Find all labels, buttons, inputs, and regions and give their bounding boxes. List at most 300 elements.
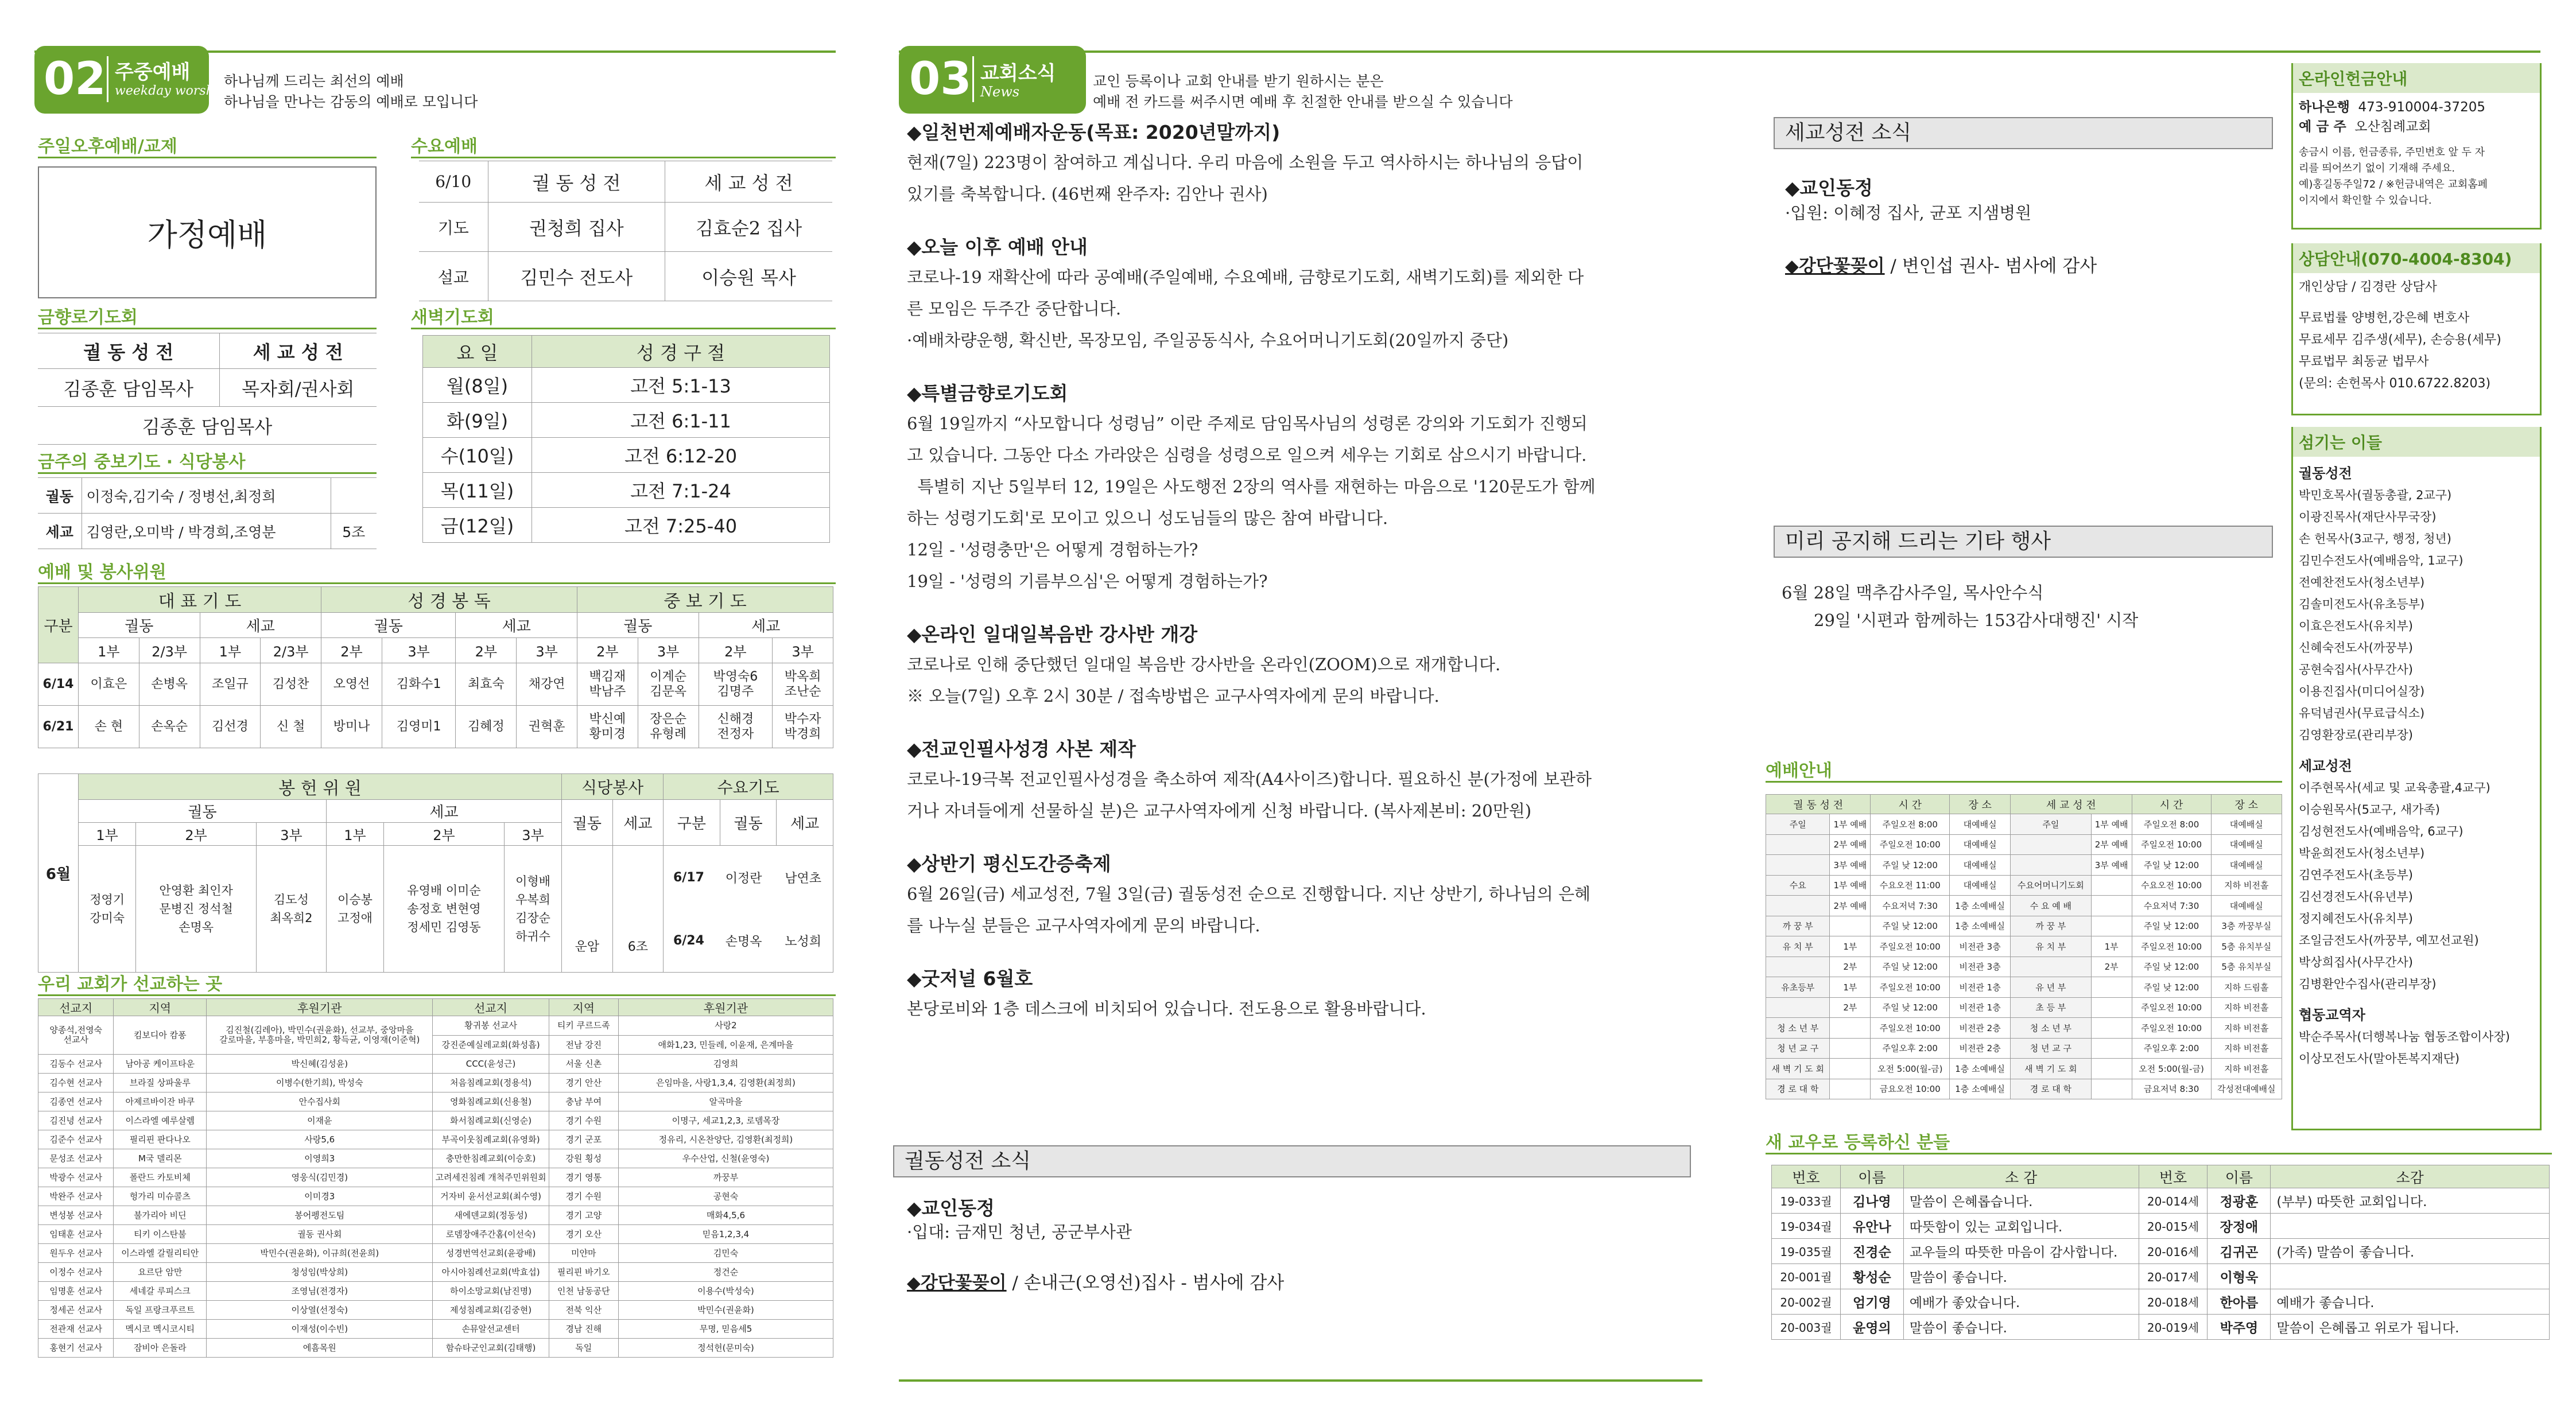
service-subgroup: 세교 — [699, 613, 833, 638]
mission-cell: 청성임(박상희) — [207, 1263, 433, 1282]
dawn-day: 화(9일) — [423, 403, 532, 438]
service-part: 3부 — [773, 638, 833, 663]
mission-cell: 화서침례교회(신영순) — [433, 1111, 549, 1130]
mission-header: 후원기관 — [618, 999, 833, 1016]
new-members-cell: 20-001궐 — [1772, 1264, 1841, 1289]
service-name: 신 철 — [261, 706, 321, 748]
worship-info-cell: 수요어머니기도회 — [2010, 875, 2091, 896]
service-part: 2부 — [577, 638, 638, 663]
service-group: 대 표 기 도 — [79, 587, 321, 613]
wp-sub: 세교 — [777, 800, 833, 846]
new-members-cell: (가족) 말씀이 좋습니다. — [2271, 1239, 2550, 1264]
mission-cell: 정건순 — [618, 1263, 833, 1282]
mission-cell: 정유리, 시온찬양단, 김영환(최정희) — [618, 1130, 833, 1149]
offering-names: 유영배 이미순 송정호 변현영 정세민 김영동 — [384, 846, 505, 973]
servants-group-title: 세교성전 — [2299, 758, 2352, 774]
worship-info-cell: 대예배실 — [2211, 896, 2282, 916]
mission-cell: 안수집사회 — [207, 1092, 433, 1111]
worship-info-cell: 주일 낮 12:00 — [2132, 855, 2211, 876]
mission-cell: 서울 신촌 — [549, 1055, 618, 1074]
service-subgroup: 세교 — [456, 613, 577, 638]
online-account: 473-910004-37205 — [2358, 100, 2485, 115]
mission-cell: 티키 이스탄불 — [114, 1225, 207, 1244]
mission-cell: 제성침례교회(김중현) — [433, 1301, 549, 1320]
mission-cell: 남아공 케이프타운 — [114, 1055, 207, 1074]
worship-info-cell — [1830, 916, 1871, 936]
wed-cell: 기도 — [419, 203, 488, 252]
mission-header: 후원기관 — [207, 999, 433, 1016]
mission-cell: 이미경3 — [207, 1187, 433, 1206]
worship-info-cell: 금요저녁 8:30 — [2132, 1079, 2211, 1099]
gwoldong-item-1-body: ·입대: 금재민 청년, 공군부사관 — [907, 1222, 1132, 1242]
new-members-header: 이름 — [1840, 1165, 1903, 1188]
mission-cell: 영웅식(김민경) — [207, 1168, 433, 1187]
mission-cell: 우수산업, 신철(윤영숙) — [618, 1149, 833, 1168]
new-members-cell: 말씀이 좋습니다. — [1903, 1315, 2139, 1340]
worship-info-cell: 지하 비전홀 — [2211, 997, 2282, 1018]
mission-cell: 영화침례교회(신용철) — [433, 1092, 549, 1111]
servant-item: 신혜숙전도사(까꿍부) — [2299, 641, 2413, 655]
segyo-item-2 — [1785, 251, 2097, 277]
news-heading: ◆일천번제예배자운동(목표: 2020년말까지) — [907, 121, 1281, 143]
dawn-table — [422, 335, 830, 543]
offering-part: 3부 — [504, 823, 561, 846]
worship-info-cell: 5층 유치부실 — [2211, 957, 2282, 977]
service-part: 1부 — [200, 638, 261, 663]
service-part: 3부 — [382, 638, 456, 663]
gwoldong-item-2-body: / 손내근(오영선)집사 - 범사에 감사 — [1006, 1273, 1285, 1293]
worship-info-cell: 주일오전 8:00 — [2132, 814, 2211, 835]
servant-item: 박윤희전도사(청소년부) — [2299, 846, 2425, 860]
offering-part: 2부 — [136, 823, 257, 846]
worship-info-cell: 새 벽 기 도 회 — [2010, 1059, 2091, 1079]
service-name: 김성찬 — [261, 663, 321, 706]
mission-cell: 이재성(이수빈) — [207, 1320, 433, 1339]
mission-cell: 전북 익산 — [549, 1301, 618, 1320]
service-section-title: 예배 및 봉사위원 — [38, 561, 836, 584]
worship-info-cell: 비전관 3층 — [1950, 957, 2011, 977]
servant-item: 김연주전도사(초등부) — [2299, 868, 2413, 882]
worship-info-cell: 각성전대예배실 — [2211, 1079, 2282, 1099]
new-members-cell: 말씀이 은혜롭습니다. — [1903, 1188, 2139, 1214]
worship-info-cell: 1층 소예배실 — [1950, 1059, 2011, 1079]
segyo-item-2-body: / 변인섭 권사- 범사에 감사 — [1884, 256, 2097, 277]
worship-info-cell: 비전관 1층 — [1950, 997, 2011, 1018]
events-title: 미리 공지해 드리는 기타 행사 — [1774, 526, 2273, 558]
events-line-1: 6월 28일 맥추감사주일, 목사안수식 — [1782, 583, 2044, 602]
mission-cell: 함슈타군인교회(김태행) — [433, 1339, 549, 1358]
service-name: 김화수1 — [382, 663, 456, 706]
worship-info-cell: 경 로 대 학 — [2010, 1079, 2091, 1099]
wed-cell: 이승원 목사 — [665, 252, 832, 301]
worship-info-cell: 주일 낮 12:00 — [1871, 916, 1950, 936]
mission-cell: 전관재 선교사 — [38, 1320, 114, 1339]
worship-info-cell: 대예배실 — [1950, 834, 2011, 855]
counsel-line: 무료세무 김주생(세무), 손승용(세무) — [2299, 333, 2501, 347]
worship-info-cell: 주일 — [2010, 814, 2091, 835]
mission-cell: 이용수(박성숙) — [618, 1282, 833, 1301]
worship-info-cell: 청 소 년 부 — [1766, 1018, 1830, 1039]
worship-info-cell: 5층 유치부실 — [2211, 936, 2282, 957]
dawn-verse: 고전 7:1-24 — [532, 473, 830, 508]
offering-names: 김도성 최옥희2 — [256, 846, 326, 973]
worship-info-cell — [2091, 1038, 2132, 1059]
worship-info-header: 시 간 — [2132, 795, 2211, 814]
worship-info-cell: 주일 — [1766, 814, 1830, 835]
worship-info-cell: 주일 낮 12:00 — [2132, 977, 2211, 998]
mission-cell: 요르단 암만 — [114, 1263, 207, 1282]
mission-cell: 잠비아 은돌라 — [114, 1339, 207, 1358]
intercession-table — [38, 477, 377, 549]
dawn-header: 요 일 — [423, 336, 532, 368]
worship-info-cell: 주일오전 10:00 — [2132, 834, 2211, 855]
wedprayer-value: 노성희 — [785, 934, 822, 949]
worship-info-cell: 수요오전 11:00 — [1871, 875, 1950, 896]
servant-item: 이상모전도사(말아톤복지재단) — [2299, 1052, 2460, 1066]
dawn-verse: 고전 7:25-40 — [532, 508, 830, 543]
worship-info-cell: 금요오전 10:00 — [1871, 1079, 1950, 1099]
new-members-cell: 한아름 — [2208, 1289, 2271, 1315]
mission-cell: 불가리아 비딘 — [114, 1206, 207, 1225]
friday-cell: 목자회/권사회 — [219, 369, 377, 407]
service-name: 장은순 유형례 — [638, 706, 699, 748]
mission-cell: 새에덴교회(정동성) — [433, 1206, 549, 1225]
new-members-cell: 20-014세 — [2139, 1188, 2208, 1214]
service-name: 방미나 — [321, 706, 382, 748]
service-name: 박수자 박경희 — [773, 706, 833, 748]
mission-cell: 강원 횡성 — [549, 1149, 618, 1168]
news-line: 코로나-19극복 전교인필사성경을 축소하여 제작(A4사이즈)합니다. 필요하신 분(가정에 보관하 — [907, 769, 1592, 789]
worship-info-cell: 2부 예배 — [1830, 834, 1871, 855]
new-members-cell: 박주영 — [2208, 1315, 2271, 1340]
new-members-cell: 진경순 — [1840, 1239, 1903, 1264]
servant-item: 김영환장로(관리부장) — [2299, 728, 2413, 742]
mission-cell: 거자비 윤서선교회(최수영) — [433, 1187, 549, 1206]
dining-cell: 운암 — [562, 846, 612, 973]
worship-info-cell: 1부 예배 — [2091, 814, 2132, 835]
worship-info-cell: 1부 — [1830, 936, 1871, 957]
servants-group-title: 궐동성전 — [2299, 465, 2352, 481]
worship-info-cell — [1830, 1059, 1871, 1079]
worship-info-cell: 주일 낮 12:00 — [1871, 855, 1950, 876]
news-line: 19일 - '성령의 기름부으심'은 어떻게 경험하는가? — [907, 571, 1268, 591]
worship-info-cell: 3부 예배 — [1830, 855, 1871, 876]
news-line: 코로나-19 재확산에 따라 공예배(주일예배, 수요예배, 금향로기도회, 새벽기도회)를 제외한 다 — [907, 267, 1584, 287]
service-name: 박옥희 조난순 — [773, 663, 833, 706]
wed-cell: 궐 동 성 전 — [488, 161, 665, 203]
offering-names: 이형배 우복희 김장순 하귀수 — [504, 846, 561, 973]
worship-info-cell: 주일오후 2:00 — [2132, 1038, 2211, 1059]
segyo-item-1-body: ·입원: 이혜정 집사, 균포 지샘병원 — [1785, 203, 2032, 223]
service-name: 박영숙6 김명주 — [699, 663, 773, 706]
servant-item: 이용진집사(미디어실장) — [2299, 685, 2425, 698]
worship-info-header: 장 소 — [2211, 795, 2282, 814]
wed-cell: 김민수 전도사 — [488, 252, 665, 301]
worship-info-cell: 주일 낮 12:00 — [1871, 997, 1950, 1018]
worship-info-cell: 2부 — [1830, 957, 1871, 977]
offering-table — [38, 773, 833, 973]
news-line: 른 모임은 두주간 중단합니다. — [907, 299, 1122, 318]
mission-cell: 인천 남동공단 — [549, 1282, 618, 1301]
mission-cell: 박신혜(김성윤) — [207, 1055, 433, 1074]
service-name: 손 현 — [79, 706, 139, 748]
new-members-title: 새 교우로 등록하신 분들 — [1766, 1132, 2552, 1154]
news-line: 본당로비와 1층 데스크에 비치되어 있습니다. 전도용으로 활용바랍니다. — [907, 999, 1426, 1018]
service-name: 오영선 — [321, 663, 382, 706]
friday-cell: 김종훈 담임목사 — [38, 407, 377, 445]
service-subgroup: 궐동 — [577, 613, 699, 638]
wedprayer-value: 6/24 — [673, 933, 704, 948]
service-rowlabel: 구분 — [38, 587, 79, 663]
dawn-header: 성 경 구 절 — [532, 336, 830, 368]
mission-cell: 이스라엘 갈릴리티안 — [114, 1244, 207, 1263]
worship-info-cell — [2091, 916, 2132, 936]
servant-item: 이효은전도사(유치부) — [2299, 619, 2413, 633]
mission-cell: 경남 진해 — [549, 1320, 618, 1339]
worship-info-cell: 유 년 부 — [2010, 977, 2091, 998]
mission-cell: 변성봉 선교사 — [38, 1206, 114, 1225]
worship-info-cell: 오전 5:00(월-금) — [1871, 1059, 1950, 1079]
worship-info-cell — [2091, 875, 2132, 896]
servant-item: 공현숙집사(사무간사) — [2299, 663, 2413, 676]
mission-cell: 이상열(선정숙) — [207, 1301, 433, 1320]
worship-info-cell: 주일오후 2:00 — [1871, 1038, 1950, 1059]
new-members-cell: 이형욱 — [2208, 1264, 2271, 1289]
section-02-intro-1: 하나님께 드리는 최선의 예배 — [224, 73, 404, 90]
worship-info-cell: 1부 — [2091, 936, 2132, 957]
mission-cell: 이명구, 세교1,2,3, 로뎀목장 — [618, 1111, 833, 1130]
worship-info-cell — [1830, 1079, 1871, 1099]
mission-cell: 아시아침례선교회(박효섭) — [433, 1263, 549, 1282]
friday-section-title: 금향로기도회 — [38, 306, 377, 329]
new-members-cell: 유안나 — [1840, 1214, 1903, 1239]
new-members-cell: 20-019세 — [2139, 1315, 2208, 1340]
mission-cell: 손뮤알선교센터 — [433, 1320, 549, 1339]
worship-info-cell: 주일오전 10:00 — [1871, 1018, 1950, 1039]
service-name: 최효숙 — [456, 663, 517, 706]
mission-cell: 원두우 선교사 — [38, 1244, 114, 1263]
mission-section-title: 우리 교회가 선교하는 곳 — [38, 973, 836, 996]
news-line: 있기를 축복합니다. (46번째 완주자: 김안나 권사) — [907, 184, 1268, 204]
worship-info-cell: 유 치 부 — [2010, 936, 2091, 957]
worship-info-cell: 주일 낮 12:00 — [2132, 957, 2211, 977]
mission-cell: 경기 안산 — [549, 1074, 618, 1092]
offering-part: 3부 — [256, 823, 326, 846]
service-name: 김선경 — [200, 706, 261, 748]
worship-info-cell: 주일오전 10:00 — [1871, 936, 1950, 957]
online-note: 예)홍길동주일72 / ※헌금내역은 교회홈페 — [2299, 178, 2488, 190]
worship-info-cell: 청 소 년 부 — [2010, 1018, 2091, 1039]
worship-info-cell: 주일 낮 12:00 — [1871, 957, 1950, 977]
online-note: 이지에서 확인할 수 있습니다. — [2299, 195, 2432, 207]
offering-part: 1부 — [79, 823, 136, 846]
servant-item: 정지혜전도사(유치부) — [2299, 912, 2413, 926]
service-name: 조일규 — [200, 663, 261, 706]
dawn-day: 목(11일) — [423, 473, 532, 508]
dawn-day: 수(10일) — [423, 438, 532, 473]
mission-cell: 폴란드 카토비체 — [114, 1168, 207, 1187]
servant-item: 이주현목사(세교 및 교육총괄,4교구) — [2299, 781, 2490, 795]
mission-cell: 세네갈 루피스크 — [114, 1282, 207, 1301]
offering-month: 6월 — [38, 774, 79, 973]
wed-cell: 세 교 성 전 — [665, 161, 832, 203]
intercession-team — [331, 478, 377, 514]
news-line: 고 있습니다. 그동안 다소 가라앉은 심령을 성령으로 일으켜 세우는 기회로 삼으시기 바랍니다. — [907, 445, 1587, 465]
servant-item: 이승원목사(5교구, 새가족) — [2299, 803, 2440, 817]
service-group: 성 경 봉 독 — [321, 587, 577, 613]
mission-header: 지역 — [549, 999, 618, 1016]
gwoldong-item-2 — [907, 1268, 1284, 1294]
new-members-cell: 윤영의 — [1840, 1315, 1903, 1340]
mission-cell: 정석헌(문미숙) — [618, 1339, 833, 1358]
dawn-day: 월(8일) — [423, 368, 532, 403]
service-date: 6/14 — [38, 663, 79, 706]
new-members-cell: 엄기영 — [1840, 1289, 1903, 1315]
mission-cell: 에흠목원 — [207, 1339, 433, 1358]
news-line: 를 나누실 분들은 교구사역자에게 문의 바랍니다. — [907, 916, 1260, 935]
intercession-names: 김영란,오미박 / 박경희,조영분 — [82, 514, 331, 549]
news-line: 하는 성령기도회'로 모이고 있으니 성도님들의 많은 참여 바랍니다. — [907, 508, 1388, 528]
worship-info-cell — [2010, 834, 2091, 855]
new-members-cell: 19-035궐 — [1772, 1239, 1841, 1264]
section-03-number: 03 — [909, 53, 972, 105]
section-02-number: 02 — [44, 53, 106, 105]
worship-info-cell — [1766, 855, 1830, 876]
servant-item: 전예찬전도사(청소년부) — [2299, 576, 2425, 589]
worship-info-cell: 까 꿍 부 — [1766, 916, 1830, 936]
mission-cell: 경기 영통 — [549, 1168, 618, 1187]
intercession-team: 5조 — [331, 514, 377, 549]
service-name: 이계순 김문옥 — [638, 663, 699, 706]
news-line: ·예배차량운행, 확신반, 목장모임, 주일공동식사, 수요어머니기도회(20일까지 중단) — [907, 331, 1509, 350]
servant-item: 김솔미전도사(유초등부) — [2299, 597, 2425, 611]
news-heading: ◆온라인 일대일복음반 강사반 개강 — [907, 623, 1198, 646]
worship-info-cell: 비전관 1층 — [1950, 977, 2011, 998]
new-members-header: 소감 — [2271, 1165, 2550, 1188]
online-bank: 하나은행 — [2299, 100, 2350, 115]
worship-info-cell: 비전관 2층 — [1950, 1038, 2011, 1059]
segyo-item-1: ◆교인동정 — [1785, 177, 1873, 199]
mission-cell: 김영희 — [618, 1055, 833, 1074]
mission-cell: 김진철(김레아), 박민수(권윤화), 선교부, 중앙마을 갈로마을, 부흥마을, 박민희2, 황득균, 이영재(이준혁) — [207, 1016, 433, 1055]
offering-part: 2부 — [384, 823, 505, 846]
worship-info-cell: 2부 예배 — [2091, 834, 2132, 855]
mission-cell: 김진녕 선교사 — [38, 1111, 114, 1130]
mission-cell: 김준수 선교사 — [38, 1130, 114, 1149]
offering-sub: 세교 — [326, 800, 561, 823]
mission-cell: 애화1,23, 민들레, 이윤재, 은계마을 — [618, 1036, 833, 1055]
wp-sub: 구분 — [664, 800, 720, 846]
service-name: 신해경 전정자 — [699, 706, 773, 748]
service-part: 2부 — [456, 638, 517, 663]
service-date: 6/21 — [38, 706, 79, 748]
offering-sub: 궐동 — [79, 800, 327, 823]
servant-item: 이광진목사(재단사무국장) — [2299, 510, 2437, 524]
mission-cell: 이스라엘 예루살렘 — [114, 1111, 207, 1130]
mission-cell: 정세곤 선교사 — [38, 1301, 114, 1320]
new-members-cell: 20-003궐 — [1772, 1315, 1841, 1340]
mission-cell: 매화4,5,6 — [618, 1206, 833, 1225]
worship-info-title: 예배안내 — [1766, 760, 2282, 783]
mission-cell: 독일 — [549, 1339, 618, 1358]
friday-header: 궐 동 성 전 — [38, 333, 219, 369]
segyo-news-title: 세교성전 소식 — [1774, 117, 2273, 149]
new-members-cell: 20-018세 — [2139, 1289, 2208, 1315]
dawn-verse: 고전 5:1-13 — [532, 368, 830, 403]
mission-cell: 경기 수원 — [549, 1111, 618, 1130]
mission-cell: 브라질 상파울루 — [114, 1074, 207, 1092]
mission-cell: 이재윤 — [207, 1111, 433, 1130]
new-members-cell — [2271, 1214, 2550, 1239]
wedprayer-title: 수요기도 — [664, 774, 833, 800]
servant-item: 김성현전도사(예배음악, 6교구) — [2299, 825, 2464, 838]
gwoldong-news-title: 궐동성전 소식 — [893, 1145, 1691, 1177]
new-members-header: 번호 — [2139, 1165, 2208, 1188]
wed-cell: 설교 — [419, 252, 488, 301]
new-members-header: 번호 — [1772, 1165, 1841, 1188]
offering-names: 정영기 강미숙 — [79, 846, 136, 973]
worship-info-cell: 수요저녁 7:30 — [1871, 896, 1950, 916]
new-members-cell: 따뜻함이 있는 교회입니다. — [1903, 1214, 2139, 1239]
new-members-cell: 20-002궐 — [1772, 1289, 1841, 1315]
new-members-cell: 19-034궐 — [1772, 1214, 1841, 1239]
service-name: 이효은 — [79, 663, 139, 706]
new-members-cell: 20-015세 — [2139, 1214, 2208, 1239]
offering-names: 안영환 최인자 문병진 정석철 손명옥 — [136, 846, 257, 973]
servant-item: 김민수전도사(예배음악, 1교구) — [2299, 554, 2464, 567]
news-line: 현재(7일) 223명이 참여하고 계십니다. 우리 마음에 소원을 두고 역사하시는 하나님의 응답이 — [907, 153, 1584, 172]
mission-cell: 김수현 선교사 — [38, 1074, 114, 1092]
service-name: 손병옥 — [139, 663, 200, 706]
new-members-cell: 19-033궐 — [1772, 1188, 1841, 1214]
worship-info-cell: 대예배실 — [1950, 875, 2011, 896]
news-heading: ◆상반기 평신도간증축제 — [907, 853, 1111, 875]
section-03-subtitle: News — [980, 84, 1020, 100]
section-02-subtitle: weekday worship — [115, 84, 226, 98]
service-name: 권혁훈 — [517, 706, 577, 748]
new-members-cell: (부부) 따뜻한 교회입니다. — [2271, 1188, 2550, 1214]
worship-info-cell: 수요 — [1766, 875, 1830, 896]
worship-info-cell: 주일오전 8:00 — [1871, 814, 1950, 835]
sunday-box — [38, 166, 377, 298]
mission-cell: 필리핀 판다나오 — [114, 1130, 207, 1149]
worship-info-cell: 지하 비전홀 — [2211, 1018, 2282, 1039]
mission-cell: 공현숙 — [618, 1187, 833, 1206]
mission-cell: 티키 쿠르드족 — [549, 1016, 618, 1036]
dawn-section-title: 새벽기도회 — [411, 306, 836, 329]
service-name: 김영미1 — [382, 706, 456, 748]
new-members-cell — [2271, 1264, 2550, 1289]
dawn-verse: 고전 6:1-11 — [532, 403, 830, 438]
wedprayer-value: 이정란 — [725, 871, 762, 886]
wed-cell: 권청희 집사 — [488, 203, 665, 252]
worship-info-cell: 오전 5:00(월-금) — [2132, 1059, 2211, 1079]
worship-info-cell — [1766, 997, 1830, 1018]
servant-item: 조일금전도사(까꿍부, 예꼬선교원) — [2299, 934, 2479, 947]
wedprayer-value: 손명옥 — [725, 934, 762, 949]
servant-item: 김병환안수집사(관리부장) — [2299, 977, 2437, 991]
worship-info-cell: 수요오전 10:00 — [2132, 875, 2211, 896]
sunday-content: 가정예배 — [147, 216, 267, 253]
worship-info-header: 궐 동 성 전 — [1766, 795, 1871, 814]
new-members-cell: 20-017세 — [2139, 1264, 2208, 1289]
service-part: 2/3부 — [261, 638, 321, 663]
wed-cell: 6/10 — [419, 161, 488, 203]
dawn-verse: 고전 6:12-20 — [532, 438, 830, 473]
mission-cell: 이병수(한기희), 박성숙 — [207, 1074, 433, 1092]
mission-cell: 사랑2 — [618, 1016, 833, 1036]
counsel-box — [2291, 243, 2542, 415]
